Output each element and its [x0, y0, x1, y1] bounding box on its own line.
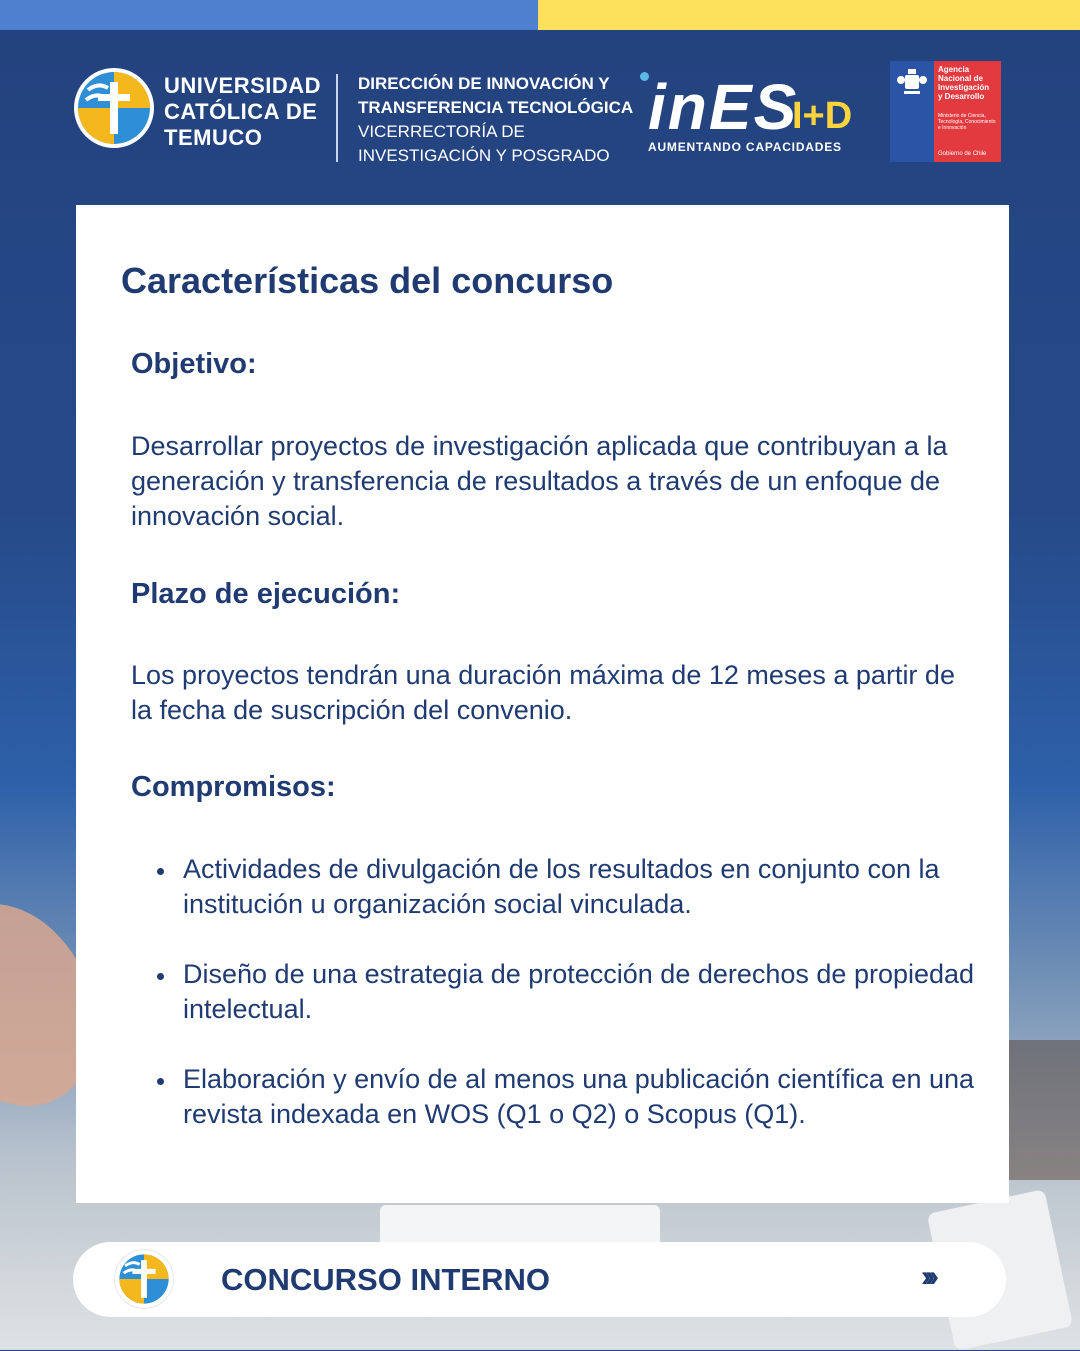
university-name-line: TEMUCO: [164, 125, 263, 150]
section-text-plazo: Los proyectos tendrán una duración máxima de 12 meses a partir de la fecha de suscripción del convenio.: [131, 660, 955, 725]
header-divider: [336, 74, 338, 162]
top-bar-yellow: [538, 0, 1080, 30]
direction-block: [358, 72, 633, 168]
top-bar-blue: [0, 0, 538, 30]
list-item-text: Diseño de una estrategia de protección de derechos de propiedad intelectual.: [183, 959, 975, 1024]
university-name-line: CATÓLICA DE: [164, 99, 318, 124]
anid-government: Gobierno de Chile: [938, 151, 987, 157]
bullet-icon: [157, 868, 164, 875]
uct-logo-icon: [115, 1250, 173, 1308]
ines-tagline: AUMENTANDO CAPACIDADES: [648, 140, 842, 154]
anid-logo: [890, 61, 1001, 162]
university-name-line: UNIVERSIDAD: [164, 73, 322, 98]
anid-name-line: Investigación: [938, 83, 990, 92]
section-text-objetivo: Desarrollar proyectos de investigación aplicada que contribuyan a la generación y transferencia de resultados a través de un enfoque de innovación social.: [131, 431, 948, 531]
list-item-text: Elaboración y envío de al menos una publicación científica en una revista indexada en WOS (Q1 o Q2) o Scopus (Q1).: [183, 1064, 975, 1129]
section-heading-objetivo: Objetivo:: [131, 348, 257, 380]
list-item: [131, 957, 981, 1027]
list-item: [131, 852, 981, 922]
list-item-text: Actividades de divulgación de los resultados en conjunto con la institución u organización social vinculada.: [183, 854, 940, 919]
compromisos-list: [131, 852, 981, 1167]
anid-name-line: Agencia: [938, 65, 970, 74]
direction-line: TRANSFERENCIA TECNOLÓGICA: [358, 98, 634, 117]
anid-ministry: Ministerio de Ciencia, Tecnología, Conocimiento e Innovación: [938, 113, 996, 131]
card-title: Características del concurso: [121, 260, 614, 301]
list-item: [131, 1062, 981, 1132]
footer-pill: [73, 1242, 1006, 1317]
vicerrectoria-line: INVESTIGACIÓN Y POSGRADO: [358, 146, 610, 165]
triple-chevron-right-icon[interactable]: ›››: [921, 1260, 933, 1293]
anid-name-line: Nacional de: [938, 74, 983, 83]
chile-crest-icon: [896, 67, 928, 97]
section-heading-plazo: Plazo de ejecución:: [131, 578, 401, 610]
university-name: [164, 73, 321, 151]
bullet-icon: [157, 973, 164, 980]
anid-name-line: y Desarrollo: [938, 92, 985, 101]
ines-suffix: I+D: [792, 95, 853, 137]
anid-name: [938, 65, 989, 101]
bullet-icon: [157, 1078, 164, 1085]
uct-logo-icon: [74, 68, 154, 148]
vicerrectoria-line: VICERRECTORÍA DE: [358, 122, 525, 141]
section-heading-compromisos: Compromisos:: [131, 771, 336, 803]
footer-label: CONCURSO INTERNO: [221, 1262, 550, 1297]
ines-logo: [640, 72, 880, 162]
content-card: [76, 205, 1009, 1203]
direction-line: DIRECCIÓN DE INNOVACIÓN Y: [358, 74, 610, 93]
ines-word: inES: [648, 71, 799, 143]
